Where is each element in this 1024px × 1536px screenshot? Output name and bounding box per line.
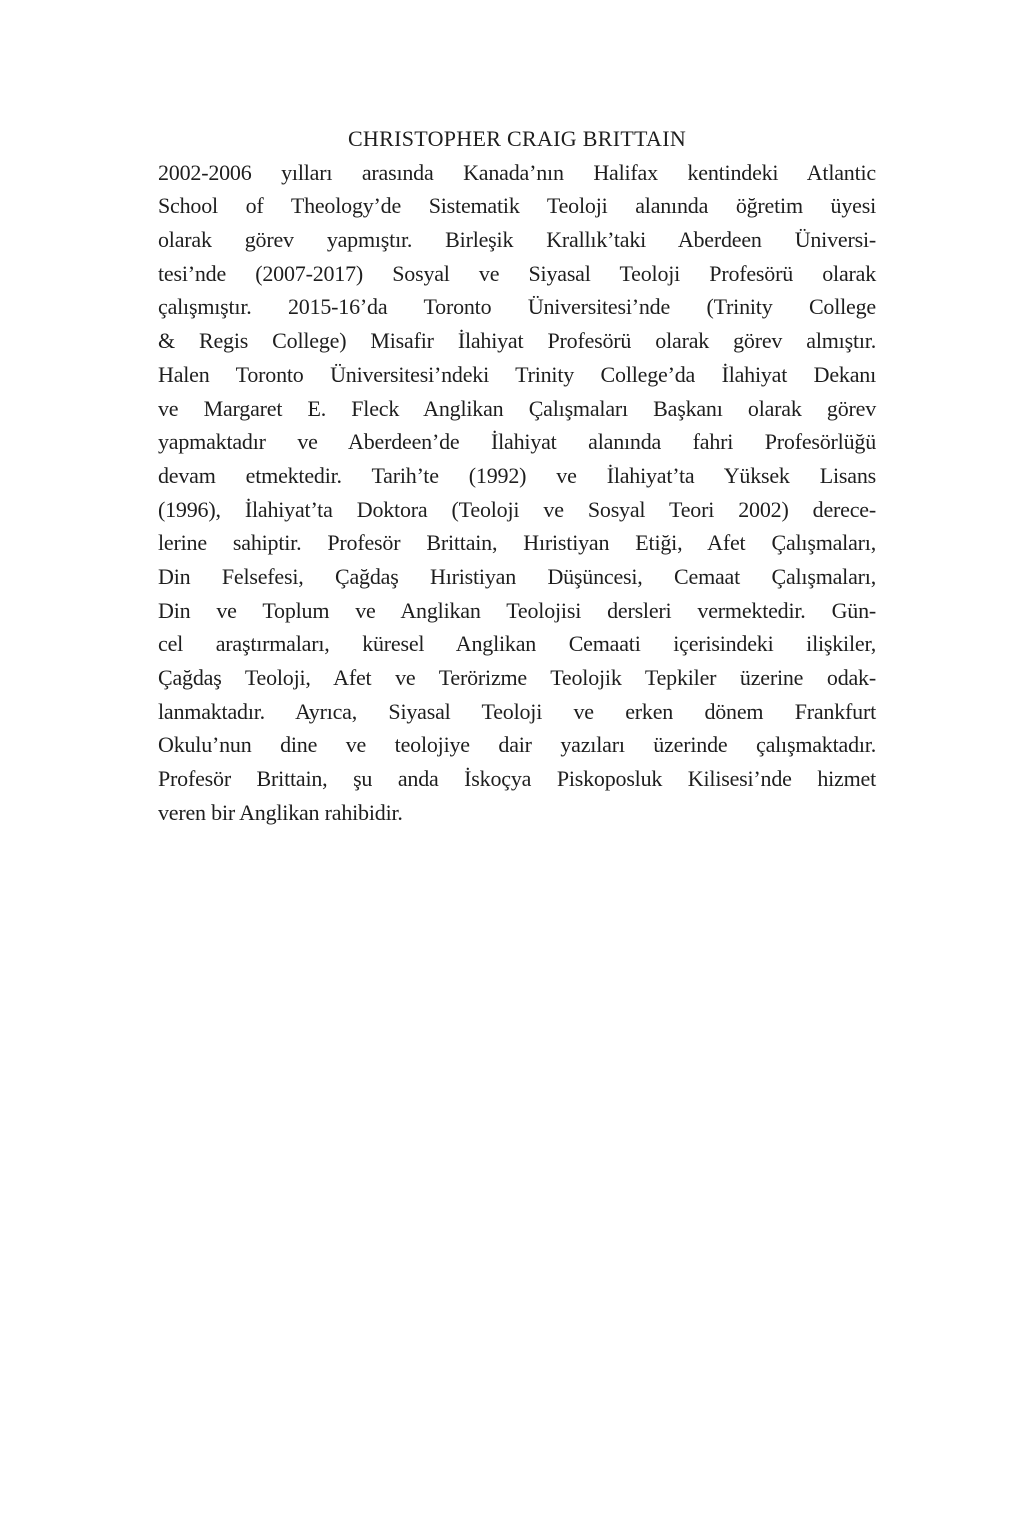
page-title: CHRISTOPHER CRAIG BRITTAIN <box>347 126 687 151</box>
body-line: School of Theology’de Sistematik Teoloji alanında öğretim üyesi <box>158 193 876 219</box>
body-line: 2002-2006 yılları arasında Kanada’nın Halifax kentindeki Atlantic <box>158 159 876 185</box>
body-line: devam etmektedir. Tarih’te (1992) ve İlahiyat’ta Yüksek Lisans <box>158 462 876 488</box>
body-line: Din Felsefesi, Çağdaş Hıristiyan Düşüncesi, Cemaat Çalışmaları, <box>158 563 876 589</box>
body-line: yapmaktadır ve Aberdeen’de İlahiyat alanında fahri Profesörlüğü <box>158 429 876 455</box>
body-line: & Regis College) Misafir İlahiyat Profesörü olarak görev almıştır. <box>158 328 876 354</box>
body-line: lanmaktadır. Ayrıca, Siyasal Teoloji ve erken dönem Frankfurt <box>158 698 876 724</box>
body-line: Çağdaş Teoloji, Afet ve Terörizme Teolojik Tepkiler üzerine odak- <box>158 665 876 691</box>
body-line: Okulu’nun dine ve teolojiye dair yazıları üzerinde çalışmaktadır. <box>158 732 876 758</box>
body-line: veren bir Anglikan rahibidir. <box>158 799 403 825</box>
body-line: Halen Toronto Üniversitesi’ndeki Trinity College’da İlahiyat Dekanı <box>158 361 876 387</box>
body-line: çalışmıştır. 2015-16’da Toronto Üniversitesi’nde (Trinity College <box>158 294 876 320</box>
body-line: tesi’nde (2007-2017) Sosyal ve Siyasal Teoloji Profesörü olarak <box>158 260 876 286</box>
body-line: (1996), İlahiyat’ta Doktora (Teoloji ve Sosyal Teori 2002) derece- <box>158 496 876 522</box>
biography-text-block <box>158 122 876 829</box>
body-line: Din ve Toplum ve Anglikan Teolojisi dersleri vermektedir. Gün- <box>158 597 876 623</box>
body-line: cel araştırmaları, küresel Anglikan Cemaati içerisindeki ilişkiler, <box>158 631 876 657</box>
body-line: Profesör Brittain, şu anda İskoçya Piskoposluk Kilisesi’nde hizmet <box>158 766 876 792</box>
body-line: olarak görev yapmıştır. Birleşik Krallık’taki Aberdeen Üniversi- <box>158 227 876 253</box>
body-line: ve Margaret E. Fleck Anglikan Çalışmaları Başkanı olarak görev <box>158 395 876 421</box>
body-line: lerine sahiptir. Profesör Brittain, Hıristiyan Etiği, Afet Çalışmaları, <box>158 530 876 556</box>
